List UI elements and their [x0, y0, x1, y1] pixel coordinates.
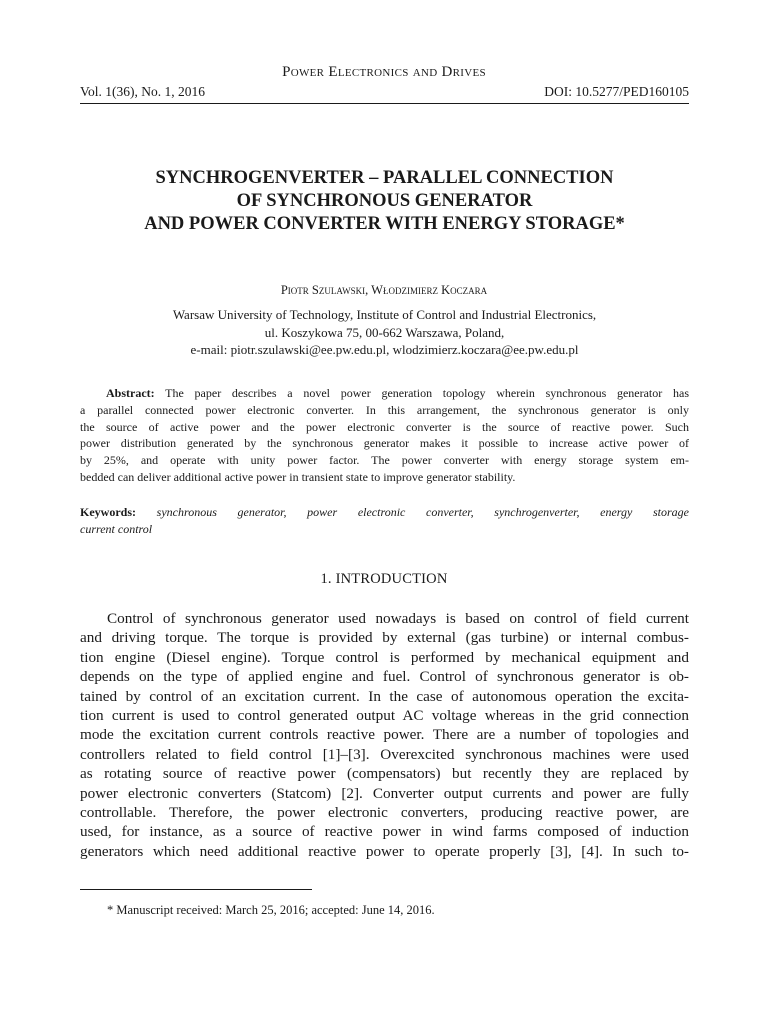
- body-line: Control of synchronous generator used nowadays is based on control of field current: [107, 610, 689, 627]
- affiliation: [80, 306, 689, 359]
- title-line: AND POWER CONVERTER WITH ENERGY STORAGE*: [144, 214, 625, 234]
- title-line: SYNCHROGENVERTER – PARALLEL CONNECTION: [155, 168, 614, 188]
- body-line: as rotating source of reactive power (compensators) but recently they are replaced by: [80, 765, 689, 783]
- keywords-text: synchronous generator, power electronic converter, synchrogenverter, energy storage: [156, 505, 689, 519]
- journal-title: Power Electronics and Drives: [282, 64, 486, 80]
- abstract: [80, 385, 689, 486]
- footnote: * Manuscript received: March 25, 2016; accepted: June 14, 2016.: [107, 903, 435, 917]
- body-line: and driving torque. The torque is provided by external (gas turbine) or internal combus-: [80, 629, 689, 647]
- abstract-line: the source of active power and the power electronic converter is the source of reactive power. Such: [80, 419, 689, 434]
- keywords-line: [80, 504, 689, 521]
- body-line: tained by control of an excitation current. In the case of autonomous operation the excita-: [80, 687, 689, 705]
- affiliation-line: Warsaw University of Technology, Institute of Control and Industrial Electronics,: [172, 307, 597, 322]
- email-line: e-mail: piotr.szulawski@ee.pw.edu.pl, wlodzimierz.koczara@ee.pw.edu.pl: [190, 342, 579, 357]
- keywords: [80, 504, 689, 538]
- body-line: generators which need additional reactive power to operate properly [3], [4]. In such to-: [80, 842, 689, 860]
- doi: DOI: 10.5277/PED160105: [544, 84, 689, 99]
- abstract-line: a parallel connected power electronic converter. In this arrangement, the synchronous generator is only: [80, 402, 689, 417]
- body-line: mode the excitation current controls reactive power. There are a number of topologies and: [80, 726, 689, 744]
- abstract-line: by 25%, and operate with unity power factor. The power converter with energy storage system em-: [80, 453, 689, 468]
- keywords-label: Keywords:: [80, 505, 136, 519]
- body-line: tion engine (Diesel engine). Torque control is performed by mechanical equipment and: [80, 648, 689, 666]
- volume-info: Vol. 1(36), No. 1, 2016: [80, 84, 206, 99]
- body-line: controllers related to field control [1]–[3]. Overexcited synchronous machines were used: [80, 745, 689, 763]
- abstract-label: Abstract:: [106, 386, 155, 400]
- body-line: depends on the type of applied engine and fuel. Control of synchronous generator is ob-: [80, 668, 689, 686]
- body-line: power electronic converters (Statcom) [2]. Converter output currents and power are fully: [80, 784, 689, 802]
- authors: Piotr Szulawski, Włodzimierz Koczara: [280, 283, 488, 297]
- affiliation-line: ul. Koszykowa 75, 00-662 Warszawa, Poland,: [264, 324, 505, 340]
- keywords-line: current control: [80, 521, 153, 536]
- footnote-rule: [80, 889, 312, 890]
- section-heading: 1. INTRODUCTION: [320, 571, 448, 587]
- title-line: OF SYNCHRONOUS GENERATOR: [236, 191, 533, 211]
- abstract-line: bedded can deliver additional active power in transient state to improve generator stability.: [80, 469, 516, 484]
- header-rule: [80, 103, 689, 104]
- introduction-text: [80, 609, 689, 861]
- paper-title: [80, 167, 689, 236]
- abstract-line: [80, 385, 689, 402]
- body-line: controllable. Therefore, the power electronic converters, producing reactive power, are: [80, 803, 689, 821]
- abstract-line: power distribution generated by the synchronous generator makes it possible to increase active power of: [80, 436, 689, 451]
- body-line: used, for instance, as a source of reactive power in wind farms composed of induction: [80, 823, 689, 841]
- abstract-text: The paper describes a novel power generation topology wherein synchronous generator has: [165, 386, 689, 400]
- body-line: tion current is used to control generated output AC voltage whereas in the grid connection: [80, 706, 689, 724]
- running-header: [80, 84, 689, 100]
